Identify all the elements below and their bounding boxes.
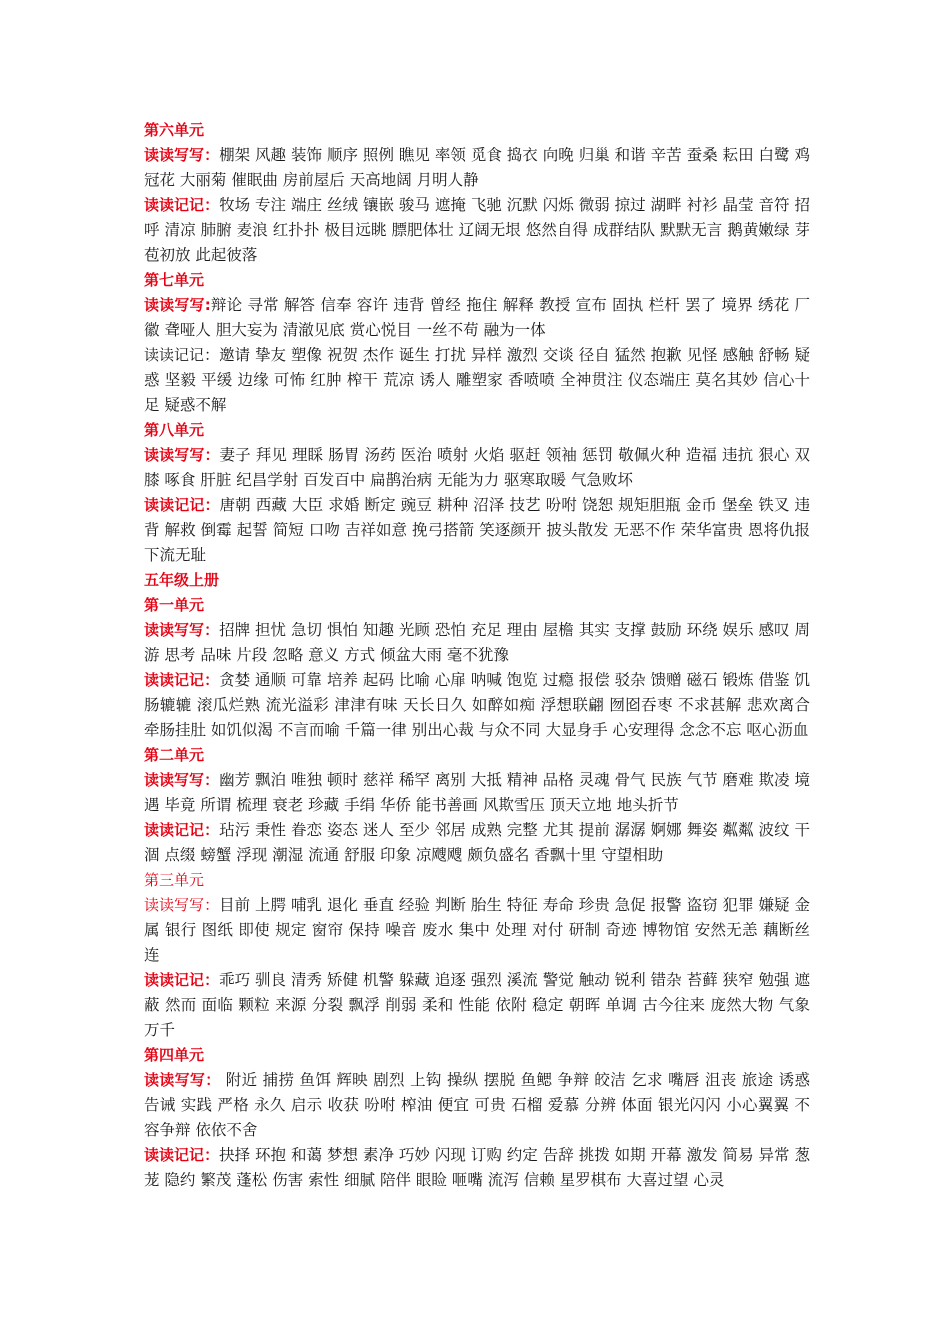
word-list: 辩论 寻常 解答 信奉 容许 违背 曾经 拖住 解释 教授 宣布 固执 栏杆 罢了 境界 绣花 厂徽 聋哑人 胆大妄为 清澈见底 赏心悦目 一丝不苟 融为一体	[144, 296, 810, 339]
word-list: 附近 捕捞 鱼饵 辉映 剧烈 上钩 操纵 摆脱 鱼鳃 争辩 皎洁 乞求 嘴唇 沮丧 旅途 诱惑 告诫 实践 严格 永久 启示 收获 吩咐 榨油 便宜 可贵 石榴 爱慕 分辨 体面 银光闪闪 小心翼翼 不容争辩 依依不舍	[144, 1071, 810, 1139]
read-write-label: 读读写写	[144, 296, 205, 314]
read-write-label: 读读写写	[144, 446, 205, 464]
unit-section-2	[144, 743, 810, 868]
label-separator: ：	[204, 446, 220, 464]
label-separator: ：	[204, 1146, 220, 1164]
label-separator: ：	[204, 821, 220, 839]
word-list: 抉择 环抱 和蔼 梦想 素净 巧妙 闪现 订购 约定 告辞 挑拨 如期 开幕 激发 简易 异常 葱茏 隐约 繁茂 蓬松 伤害 索性 细腻 陪伴 眼睑 咂嘴 流泻 信赖 星罗棋布 大喜过望 心灵	[144, 1146, 810, 1189]
read-remember-paragraph	[144, 968, 810, 1043]
read-write-label: 读读写写	[144, 1071, 206, 1089]
read-write-paragraph	[144, 618, 810, 668]
unit-section-1	[144, 593, 810, 743]
label-separator: ：	[204, 896, 220, 914]
label-separator: ：	[204, 621, 220, 639]
grade-heading: 五年级上册	[144, 571, 220, 589]
read-write-label: 读读写写	[144, 896, 205, 914]
word-list: 招牌 担忧 急切 惧怕 知趣 光顾 恐怕 充足 理由 屋檐 其实 支撑 鼓励 环绕 娱乐 感叹 周游 思考 品味 片段 忽略 意义 方式 倾盆大雨 毫不犹豫	[144, 621, 810, 664]
read-remember-label: 读读记记	[144, 971, 205, 989]
word-list: 牧场 专注 端庄 丝绒 镶嵌 骏马 遮掩 飞驰 沉默 闪烁 微弱 掠过 湖畔 衬衫 晶莹 音符 招呼 清凉 肺腑 麦浪 红扑扑 极目远眺 膘肥体壮 辽阔无垠 悠然自得 成群结队 默默无言 鹅黄嫩绿 芽苞初放 此起彼落	[144, 196, 810, 264]
word-list: 目前 上腭 哺乳 退化 垂直 经验 判断 胎生 特征 寿命 珍贵 急促 报警 盗窃 犯罪 嫌疑 金属 银行 图纸 即使 规定 窗帘 保持 噪音 废水 集中 处理 对付 研制 奇迹 博物馆 安然无恙 藕断丝连	[144, 896, 810, 964]
read-remember-label: 读读记记	[144, 671, 205, 689]
read-remember-label: 读读记记	[144, 346, 205, 364]
label-separator: ：	[204, 146, 220, 164]
read-remember-paragraph	[144, 818, 810, 868]
unit-heading: 第二单元	[144, 746, 205, 764]
read-write-paragraph	[144, 768, 810, 818]
read-write-paragraph	[144, 893, 810, 968]
read-remember-paragraph	[144, 493, 810, 568]
read-remember-paragraph	[144, 343, 810, 418]
unit-section-4	[144, 1043, 810, 1193]
label-separator: ：	[205, 1071, 221, 1089]
unit-section-7	[144, 268, 810, 418]
word-list: 棚架 风趣 装饰 顺序 照例 瞧见 率领 觅食 捣衣 向晚 归巢 和谐 辛苦 蚕桑 耘田 白鹭 鸡冠花 大丽菊 催眠曲 房前屋后 天高地阔 月明人静	[144, 146, 810, 189]
read-write-paragraph	[144, 1068, 810, 1143]
word-list: 妻子 拜见 理睬 肠胃 汤药 医治 喷射 火焰 驱赶 领袖 惩罚 敬佩火种 造福 违抗 狠心 双膝 啄食 肝脏 纪昌学射 百发百中 扁鹊治病 无能为力 驱寒取暖 气急败坏	[144, 446, 810, 489]
read-write-paragraph	[144, 293, 810, 343]
label-separator: :	[204, 296, 211, 314]
label-separator: ：	[204, 671, 220, 689]
word-list: 贪婪 通顺 可靠 培养 起码 比喻 心扉 呐喊 饱览 过瘾 报偿 驳杂 馈赠 磁石 锻炼 借鉴 饥肠辘辘 滚瓜烂熟 流光溢彩 津津有味 天长日久 如醉如痴 浮想联翩 囫囵吞枣 不求甚解 悲欢离合 牵肠挂肚 如饥似渴 不言而喻 千篇一律 别出心裁 与众不同 大显身手 心安理得 念念不忘 呕心沥血	[144, 671, 810, 739]
read-remember-label: 读读记记	[144, 496, 205, 514]
label-separator: ：	[204, 971, 220, 989]
read-remember-paragraph	[144, 193, 810, 268]
word-list: 幽芳 飘泊 唯独 顿时 慈祥 稀罕 离别 大抵 精神 品格 灵魂 骨气 民族 气节 磨难 欺凌 境遇 毕竟 所谓 梳理 衰老 珍藏 手绢 华侨 能书善画 风欺雪压 顶天立地 地头折节	[144, 771, 810, 814]
label-separator: ：	[204, 196, 220, 214]
document-page	[144, 118, 810, 1193]
label-separator: ：	[204, 496, 220, 514]
unit-heading: 第一单元	[144, 596, 205, 614]
unit-section-3	[144, 868, 810, 1043]
unit-heading: 第八单元	[144, 421, 205, 439]
unit-section-6	[144, 118, 810, 268]
word-list: 唐朝 西藏 大臣 求婚 断定 豌豆 耕种 沼泽 技艺 吩咐 饶恕 规矩胆瓶 金币 堡垒 铁叉 违背 解救 倒霉 起誓 简短 口吻 吉祥如意 挽弓搭箭 笑逐颜开 披头散发 无恶不作 荣华富贵 恩将仇报 下流无耻	[144, 496, 810, 564]
word-list: 玷污 秉性 眷恋 姿态 迷人 至少 邻居 成熟 完整 尤其 提前 潺潺 婀娜 舞姿 粼粼 波纹 干涸 点缀 螃蟹 浮现 潮湿 流通 舒服 印象 凉飕飕 颇负盛名 香飘十里 守望相助	[144, 821, 810, 864]
word-list: 邀请 挚友 塑像 祝贺 杰作 诞生 打扰 异样 激烈 交谈 径自 猛然 抱歉 见怪 感触 舒畅 疑惑 坚毅 平缓 边缘 可怖 红肿 榨干 荒凉 诱人 雕塑家 香喷喷 全神贯注 仪态端庄 莫名其妙 信心十足 疑惑不解	[144, 346, 810, 414]
unit-heading: 第三单元	[144, 871, 205, 889]
word-list: 乖巧 驯良 清秀 矫健 机警 躲藏 追逐 强烈 溪流 警觉 触动 锐利 错杂 苔藓 狭窄 勉强 遮蔽 然而 面临 颗粒 来源 分裂 飘浮 削弱 柔和 性能 依附 稳定 朝晖 单调 古今往来 庞然大物 气象万千	[144, 971, 810, 1039]
read-write-label: 读读写写	[144, 771, 205, 789]
read-remember-paragraph	[144, 1143, 810, 1193]
read-remember-paragraph	[144, 668, 810, 743]
read-remember-label: 读读记记	[144, 821, 205, 839]
read-write-label: 读读写写	[144, 621, 205, 639]
label-separator: ：	[204, 346, 220, 364]
read-write-label: 读读写写	[144, 146, 205, 164]
unit-heading: 第四单元	[144, 1046, 205, 1064]
label-separator: ：	[204, 771, 220, 789]
unit-heading: 第七单元	[144, 271, 205, 289]
read-write-paragraph	[144, 443, 810, 493]
read-write-paragraph	[144, 143, 810, 193]
unit-section-8	[144, 418, 810, 568]
unit-heading: 第六单元	[144, 121, 205, 139]
read-remember-label: 读读记记	[144, 196, 205, 214]
read-remember-label: 读读记记	[144, 1146, 205, 1164]
